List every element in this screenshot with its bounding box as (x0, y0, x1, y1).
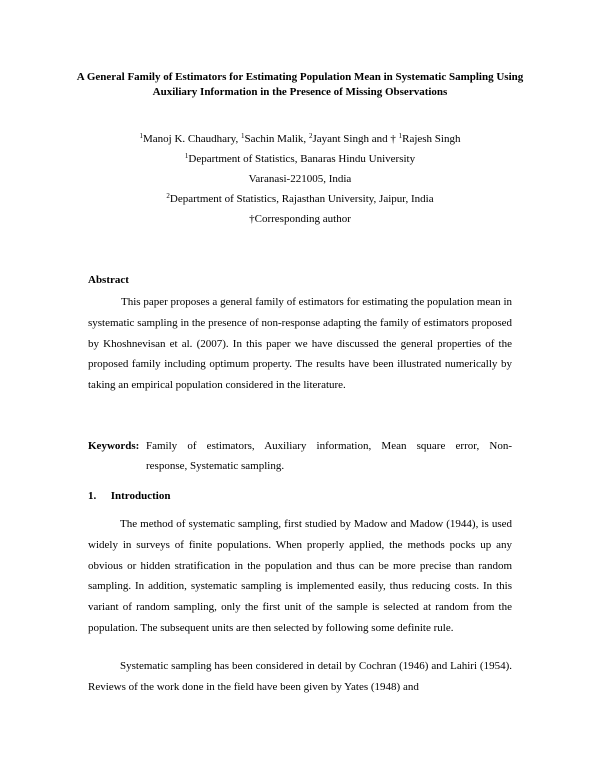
affiliation-2-name: Department of Statistics, Rajasthan University, Jaipur, India (169, 193, 434, 205)
author-4-affiliation-mark: 1 (398, 132, 403, 140)
introduction-paragraph-1: The method of systematic sampling, first studied by Madow and Madow (1944), is used widely in surveys of finite populations. When properly applied, the methods pocks up any obvious or hidden stratification in the population and thus can be more precise than random sampling. In addition, systematic sampling is implemented easily, thus reducing costs. In this variant of random sampling, only the first unit of the sample is selected at random from the population. The subsequent units are then selected by following some definite rule. (88, 518, 512, 634)
section-title: Introduction (110, 490, 171, 502)
author-2-affiliation-mark: 1 (240, 132, 245, 140)
keywords-block (88, 436, 512, 476)
introduction-paragraph-2: Systematic sampling has been considered in detail by Cochran (1946) and Lahiri (1954). Reviews of the work done in the field have been given by Yates (1948) and (88, 660, 512, 693)
affiliation-1-name: Department of Statistics, Banaras Hindu University (188, 153, 416, 165)
author-4: Rajesh Singh (402, 133, 461, 145)
affiliation-2 (0, 189, 600, 209)
section-heading-introduction (88, 490, 170, 502)
author-1: Manoj K. Chaudhary, (143, 133, 241, 145)
author-block (0, 129, 600, 229)
author-3-affiliation-mark: 2 (308, 132, 313, 140)
abstract-heading: Abstract (88, 274, 129, 286)
affiliation-1-mark: 1 (184, 152, 189, 160)
author-1-affiliation-mark: 1 (139, 132, 143, 140)
author-2: Sachin Malik, (244, 133, 309, 145)
keywords-line-1: Family of estimators, Auxiliary information, Mean square error, Non- (146, 440, 512, 452)
paper-title: A General Family of Estimators for Estimating Population Mean in Systematic Sampling Using Auxiliary Information in the Presence of Missing Observations (76, 71, 524, 98)
affiliation-1-city: Varanasi-221005, India (248, 173, 352, 185)
affiliation-2-mark: 2 (166, 192, 170, 200)
affiliation-1 (0, 149, 600, 169)
keywords-label: Keywords: (88, 440, 140, 452)
abstract-text: This paper proposes a general family of estimators for estimating the population mean in systematic sampling in the presence of non-response adapting the family of estimators proposed by Khoshnevisan et al. (2007). In this paper we have discussed the general properties of the proposed family including optimum property. The results have been illustrated numerically by taking an empirical population considered in the literature. (88, 296, 512, 392)
corresponding-author-note: †Corresponding author (249, 213, 351, 225)
author-3: Jayant Singh and † (312, 133, 399, 145)
section-number: 1. (88, 490, 97, 502)
keywords-line-2: response, Systematic sampling. (146, 460, 285, 472)
author-list (0, 129, 600, 149)
keywords-list (146, 436, 512, 476)
